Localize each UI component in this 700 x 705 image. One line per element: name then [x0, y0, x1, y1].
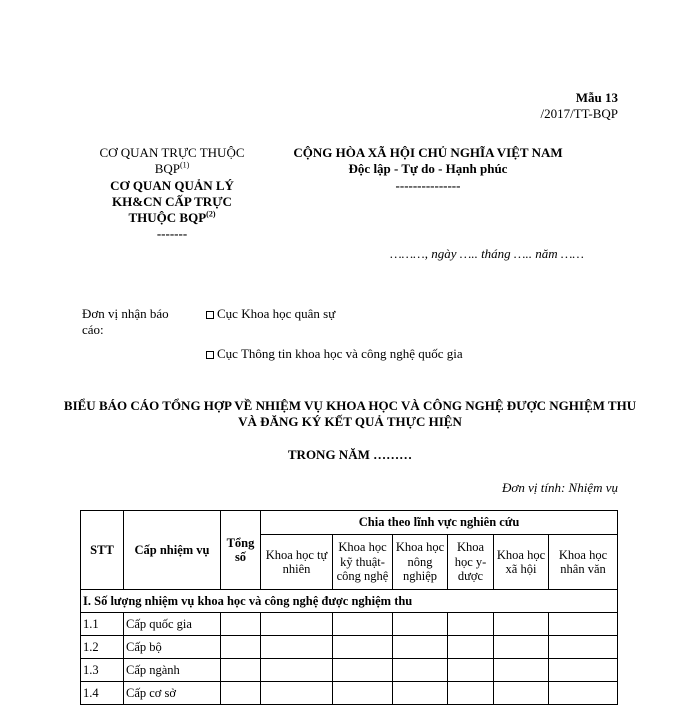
checkbox-icon[interactable]	[206, 311, 214, 319]
row-level: Cấp bộ	[124, 636, 221, 659]
cell-input[interactable]	[333, 613, 393, 636]
header-field-humanities: Khoa học nhân văn	[549, 535, 618, 590]
table-row	[81, 636, 618, 659]
cell-input[interactable]	[261, 659, 333, 682]
header-total: Tổng số	[221, 511, 261, 590]
national-title: CỘNG HÒA XÃ HỘI CHỦ NGHĨA VIỆT NAM	[293, 145, 563, 160]
cell-input[interactable]	[494, 636, 549, 659]
cell-input[interactable]	[549, 659, 618, 682]
cell-input[interactable]	[261, 636, 333, 659]
cell-input[interactable]	[393, 636, 448, 659]
cell-input[interactable]	[549, 636, 618, 659]
row-level: Cấp quốc gia	[124, 613, 221, 636]
recipient-option-national-info[interactable]: Cục Thông tin khoa học và công nghệ quốc gia	[206, 346, 463, 362]
form-number-block	[540, 90, 618, 122]
row-stt: 1.1	[81, 613, 124, 636]
cell-input[interactable]	[261, 613, 333, 636]
checkbox-icon[interactable]	[206, 351, 214, 359]
form-number: Mẫu 13	[575, 90, 618, 105]
report-table	[80, 510, 618, 705]
header-field-engineering: Khoa học kỹ thuật-công nghệ	[333, 535, 393, 590]
cell-input[interactable]	[448, 682, 494, 705]
cell-input[interactable]	[494, 613, 549, 636]
cell-input[interactable]	[261, 682, 333, 705]
cell-input[interactable]	[448, 659, 494, 682]
cell-input[interactable]	[333, 636, 393, 659]
cell-input[interactable]	[333, 682, 393, 705]
header-field-medical: Khoa học y-dược	[448, 535, 494, 590]
cell-input[interactable]	[221, 659, 261, 682]
national-header	[278, 145, 578, 194]
table-row	[81, 659, 618, 682]
cell-input[interactable]	[221, 613, 261, 636]
header-field-social: Khoa học xã hội	[494, 535, 549, 590]
header-field-natural: Khoa học tự nhiên	[261, 535, 333, 590]
date-line: ………, ngày ….. tháng ….. năm ……	[390, 246, 584, 261]
cell-input[interactable]	[393, 682, 448, 705]
cell-input[interactable]	[221, 636, 261, 659]
row-stt: 1.2	[81, 636, 124, 659]
table-row	[81, 682, 618, 705]
unit-note: Đơn vị tính: Nhiệm vụ	[502, 480, 618, 495]
row-stt: 1.4	[81, 682, 124, 705]
national-motto: Độc lập - Tự do - Hạnh phúc	[348, 161, 508, 177]
recipient-option-military-science[interactable]: Cục Khoa học quân sự	[206, 306, 335, 322]
row-stt: 1.3	[81, 659, 124, 682]
cell-input[interactable]	[494, 659, 549, 682]
section-heading: I. Số lượng nhiệm vụ khoa học và công nghệ được nghiệm thu	[81, 590, 618, 613]
header-field-agriculture: Khoa học nông nghiệp	[393, 535, 448, 590]
cell-input[interactable]	[549, 613, 618, 636]
cell-input[interactable]	[393, 659, 448, 682]
circular-number: /2017/TT-BQP	[540, 106, 618, 121]
cell-input[interactable]	[448, 636, 494, 659]
cell-input[interactable]	[333, 659, 393, 682]
cell-input[interactable]	[393, 613, 448, 636]
report-title: BIỂU BÁO CÁO TỔNG HỢP VỀ NHIỆM VỤ KHOA HỌC VÀ CÔNG NGHỆ ĐƯỢC NGHIỆM THU VÀ ĐĂNG KÝ KẾT QUẢ THỰC HIỆN	[63, 398, 637, 430]
agency-divider: -------	[156, 226, 188, 242]
cell-input[interactable]	[549, 682, 618, 705]
national-divider: ---------------	[395, 177, 461, 193]
table-row	[81, 613, 618, 636]
row-level: Cấp cơ sở	[124, 682, 221, 705]
recipient-label: Đơn vị nhận báo cáo:	[82, 306, 169, 338]
cell-input[interactable]	[221, 682, 261, 705]
agency-header	[88, 145, 256, 243]
header-field-group: Chia theo lĩnh vực nghiên cứu	[261, 511, 618, 535]
cell-input[interactable]	[448, 613, 494, 636]
report-year: TRONG NĂM ………	[287, 447, 413, 462]
agency-line2: CƠ QUAN QUẢN LÝ KH&CN CẤP TRỰC THUỘC BQP$^{(2)}$	[110, 177, 234, 225]
cell-input[interactable]	[494, 682, 549, 705]
header-level: Cấp nhiệm vụ	[124, 511, 221, 590]
header-stt: STT	[81, 511, 124, 590]
agency-line1: CƠ QUAN TRỰC THUỘC BQP$^{(1)}$	[99, 145, 245, 177]
row-level: Cấp ngành	[124, 659, 221, 682]
